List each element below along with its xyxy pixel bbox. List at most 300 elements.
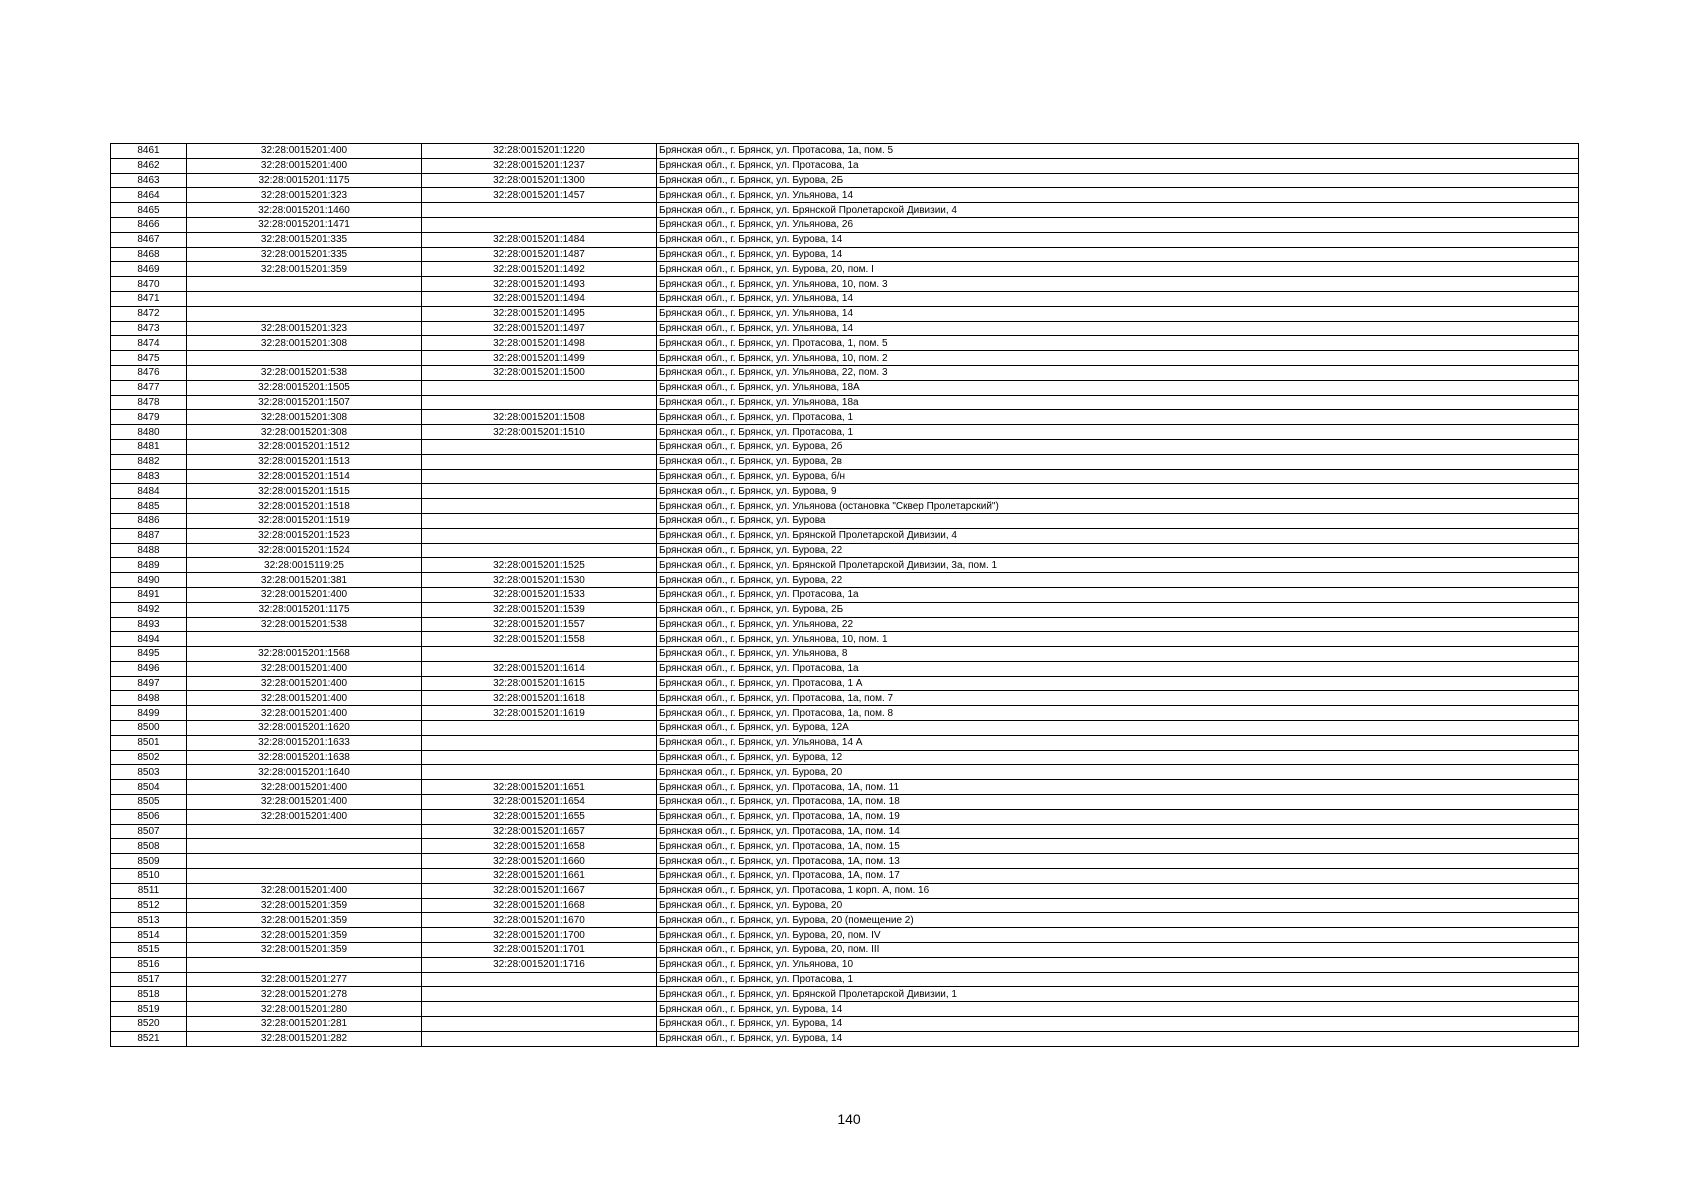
- row-number-cell: 8464: [111, 188, 187, 203]
- row-number-cell: 8468: [111, 247, 187, 262]
- address-cell: Брянская обл., г. Брянск, ул. Ульянова, 14 А: [657, 735, 1579, 750]
- row-number-cell: 8500: [111, 721, 187, 736]
- address-cell: Брянская обл., г. Брянск, ул. Ульянова, 14: [657, 291, 1579, 306]
- row-number-cell: 8483: [111, 469, 187, 484]
- cadastral-number-cell: [422, 765, 657, 780]
- parent-cadastral-number-cell: 32:28:0015201:1514: [187, 469, 422, 484]
- parent-cadastral-number-cell: 32:28:0015201:1633: [187, 735, 422, 750]
- row-number-cell: 8515: [111, 943, 187, 958]
- parent-cadastral-number-cell: 32:28:0015201:308: [187, 336, 422, 351]
- parent-cadastral-number-cell: 32:28:0015201:280: [187, 1002, 422, 1017]
- table-row: [111, 277, 1579, 292]
- parent-cadastral-number-cell: 32:28:0015201:400: [187, 661, 422, 676]
- table-row: [111, 706, 1579, 721]
- cadastral-number-cell: [422, 513, 657, 528]
- parent-cadastral-number-cell: 32:28:0015201:1620: [187, 721, 422, 736]
- address-cell: Брянская обл., г. Брянск, ул. Ульянова, 8: [657, 647, 1579, 662]
- cadastral-number-cell: 32:28:0015201:1654: [422, 795, 657, 810]
- row-number-cell: 8462: [111, 158, 187, 173]
- table-row: [111, 203, 1579, 218]
- address-cell: Брянская обл., г. Брянск, ул. Ульянова, 10, пом. 3: [657, 277, 1579, 292]
- table-row: [111, 410, 1579, 425]
- table-row: [111, 913, 1579, 928]
- address-cell: Брянская обл., г. Брянск, ул. Бурова, 2Б: [657, 602, 1579, 617]
- parent-cadastral-number-cell: 32:28:0015201:359: [187, 928, 422, 943]
- cadastral-number-cell: 32:28:0015201:1667: [422, 883, 657, 898]
- cadastral-number-cell: [422, 972, 657, 987]
- row-number-cell: 8489: [111, 558, 187, 573]
- parent-cadastral-number-cell: 32:28:0015201:359: [187, 943, 422, 958]
- parent-cadastral-number-cell: [187, 277, 422, 292]
- parent-cadastral-number-cell: 32:28:0015201:308: [187, 425, 422, 440]
- parent-cadastral-number-cell: 32:28:0015201:323: [187, 321, 422, 336]
- parent-cadastral-number-cell: 32:28:0015119:25: [187, 558, 422, 573]
- row-number-cell: 8504: [111, 780, 187, 795]
- address-cell: Брянская обл., г. Брянск, ул. Протасова, 1: [657, 410, 1579, 425]
- address-cell: Брянская обл., г. Брянск, ул. Бурова, 12: [657, 750, 1579, 765]
- cadastral-number-cell: 32:28:0015201:1494: [422, 291, 657, 306]
- parent-cadastral-number-cell: 32:28:0015201:359: [187, 262, 422, 277]
- row-number-cell: 8510: [111, 869, 187, 884]
- row-number-cell: 8481: [111, 439, 187, 454]
- address-cell: Брянская обл., г. Брянск, ул. Протасова, 1А, пом. 11: [657, 780, 1579, 795]
- table-row: [111, 232, 1579, 247]
- cadastral-number-cell: 32:28:0015201:1615: [422, 676, 657, 691]
- row-number-cell: 8480: [111, 425, 187, 440]
- table-row: [111, 647, 1579, 662]
- cadastral-number-cell: [422, 987, 657, 1002]
- address-cell: Брянская обл., г. Брянск, ул. Ульянова, 10, пом. 1: [657, 632, 1579, 647]
- cadastral-number-cell: 32:28:0015201:1237: [422, 158, 657, 173]
- address-cell: Брянская обл., г. Брянск, ул. Бурова, 14: [657, 1002, 1579, 1017]
- row-number-cell: 8501: [111, 735, 187, 750]
- table-row: [111, 1017, 1579, 1032]
- parent-cadastral-number-cell: 32:28:0015201:335: [187, 232, 422, 247]
- parent-cadastral-number-cell: [187, 854, 422, 869]
- row-number-cell: 8471: [111, 291, 187, 306]
- cadastral-number-cell: 32:28:0015201:1495: [422, 306, 657, 321]
- parent-cadastral-number-cell: 32:28:0015201:1518: [187, 499, 422, 514]
- table-row: [111, 469, 1579, 484]
- address-cell: Брянская обл., г. Брянск, ул. Ульянова (остановка "Сквер Пролетарский"): [657, 499, 1579, 514]
- table-row: [111, 365, 1579, 380]
- address-cell: Брянская обл., г. Брянск, ул. Ульянова, 18А: [657, 380, 1579, 395]
- parent-cadastral-number-cell: 32:28:0015201:400: [187, 706, 422, 721]
- row-number-cell: 8496: [111, 661, 187, 676]
- cadastral-number-cell: 32:28:0015201:1484: [422, 232, 657, 247]
- address-cell: Брянская обл., г. Брянск, ул. Протасова, 1а, пом. 5: [657, 144, 1579, 159]
- address-cell: Брянская обл., г. Брянск, ул. Ульянова, 22, пом. 3: [657, 365, 1579, 380]
- row-number-cell: 8492: [111, 602, 187, 617]
- address-cell: Брянская обл., г. Брянск, ул. Протасова, 1А, пом. 18: [657, 795, 1579, 810]
- cadastral-number-cell: 32:28:0015201:1668: [422, 898, 657, 913]
- parent-cadastral-number-cell: 32:28:0015201:1568: [187, 647, 422, 662]
- cadastral-number-cell: 32:28:0015201:1487: [422, 247, 657, 262]
- cadastral-number-cell: 32:28:0015201:1533: [422, 587, 657, 602]
- page-number: 140: [837, 1111, 861, 1127]
- parent-cadastral-number-cell: [187, 351, 422, 366]
- table-row: [111, 513, 1579, 528]
- table-row: [111, 928, 1579, 943]
- parent-cadastral-number-cell: 32:28:0015201:400: [187, 158, 422, 173]
- address-cell: Брянская обл., г. Брянск, ул. Бурова, 20: [657, 765, 1579, 780]
- cadastral-number-cell: 32:28:0015201:1500: [422, 365, 657, 380]
- row-number-cell: 8487: [111, 528, 187, 543]
- row-number-cell: 8461: [111, 144, 187, 159]
- parent-cadastral-number-cell: [187, 869, 422, 884]
- parent-cadastral-number-cell: 32:28:0015201:1507: [187, 395, 422, 410]
- cadastral-number-cell: [422, 469, 657, 484]
- cadastral-number-cell: 32:28:0015201:1493: [422, 277, 657, 292]
- row-number-cell: 8473: [111, 321, 187, 336]
- table-row: [111, 395, 1579, 410]
- address-cell: Брянская обл., г. Брянск, ул. Бурова, 2б: [657, 439, 1579, 454]
- row-number-cell: 8499: [111, 706, 187, 721]
- parent-cadastral-number-cell: 32:28:0015201:359: [187, 898, 422, 913]
- row-number-cell: 8506: [111, 809, 187, 824]
- table-row: [111, 173, 1579, 188]
- address-cell: Брянская обл., г. Брянск, ул. Протасова, 1: [657, 425, 1579, 440]
- cadastral-number-cell: 32:28:0015201:1457: [422, 188, 657, 203]
- address-cell: Брянская обл., г. Брянск, ул. Ульянова, 14: [657, 188, 1579, 203]
- registry-table-body: [111, 144, 1579, 1047]
- address-cell: Брянская обл., г. Брянск, ул. Протасова, 1, пом. 5: [657, 336, 1579, 351]
- parent-cadastral-number-cell: 32:28:0015201:335: [187, 247, 422, 262]
- table-row: [111, 691, 1579, 706]
- parent-cadastral-number-cell: 32:28:0015201:1512: [187, 439, 422, 454]
- parent-cadastral-number-cell: 32:28:0015201:400: [187, 795, 422, 810]
- parent-cadastral-number-cell: 32:28:0015201:538: [187, 365, 422, 380]
- row-number-cell: 8485: [111, 499, 187, 514]
- cadastral-number-cell: 32:28:0015201:1701: [422, 943, 657, 958]
- cadastral-number-cell: 32:28:0015201:1497: [422, 321, 657, 336]
- cadastral-number-cell: [422, 484, 657, 499]
- row-number-cell: 8507: [111, 824, 187, 839]
- row-number-cell: 8484: [111, 484, 187, 499]
- cadastral-number-cell: 32:28:0015201:1614: [422, 661, 657, 676]
- cadastral-number-cell: [422, 454, 657, 469]
- row-number-cell: 8475: [111, 351, 187, 366]
- cadastral-number-cell: 32:28:0015201:1661: [422, 869, 657, 884]
- parent-cadastral-number-cell: [187, 306, 422, 321]
- table-row: [111, 321, 1579, 336]
- table-row: [111, 558, 1579, 573]
- parent-cadastral-number-cell: [187, 291, 422, 306]
- address-cell: Брянская обл., г. Брянск, ул. Ульянова, 18а: [657, 395, 1579, 410]
- row-number-cell: 8509: [111, 854, 187, 869]
- row-number-cell: 8477: [111, 380, 187, 395]
- row-number-cell: 8519: [111, 1002, 187, 1017]
- parent-cadastral-number-cell: [187, 839, 422, 854]
- table-row: [111, 528, 1579, 543]
- address-cell: Брянская обл., г. Брянск, ул. Ульянова, 14: [657, 306, 1579, 321]
- address-cell: Брянская обл., г. Брянск, ул. Протасова, 1 корп. А, пом. 16: [657, 883, 1579, 898]
- cadastral-number-cell: 32:28:0015201:1655: [422, 809, 657, 824]
- address-cell: Брянская обл., г. Брянск, ул. Бурова, 22: [657, 573, 1579, 588]
- cadastral-number-cell: 32:28:0015201:1492: [422, 262, 657, 277]
- cadastral-number-cell: [422, 499, 657, 514]
- table-row: [111, 883, 1579, 898]
- table-row: [111, 484, 1579, 499]
- table-row: [111, 262, 1579, 277]
- address-cell: Брянская обл., г. Брянск, ул. Бурова, 20, пом. I: [657, 262, 1579, 277]
- address-cell: Брянская обл., г. Брянск, ул. Бурова, 22: [657, 543, 1579, 558]
- address-cell: Брянская обл., г. Брянск, ул. Бурова, 2в: [657, 454, 1579, 469]
- address-cell: Брянская обл., г. Брянск, ул. Брянской Пролетарской Дивизии, 4: [657, 203, 1579, 218]
- address-cell: Брянская обл., г. Брянск, ул. Бурова, 20, пом. III: [657, 943, 1579, 958]
- row-number-cell: 8482: [111, 454, 187, 469]
- table-row: [111, 617, 1579, 632]
- row-number-cell: 8520: [111, 1017, 187, 1032]
- parent-cadastral-number-cell: 32:28:0015201:323: [187, 188, 422, 203]
- table-row: [111, 144, 1579, 159]
- address-cell: Брянская обл., г. Брянск, ул. Протасова, 1А, пом. 19: [657, 809, 1579, 824]
- table-row: [111, 217, 1579, 232]
- table-row: [111, 188, 1579, 203]
- parent-cadastral-number-cell: 32:28:0015201:1524: [187, 543, 422, 558]
- cadastral-number-cell: 32:28:0015201:1618: [422, 691, 657, 706]
- table-row: [111, 721, 1579, 736]
- parent-cadastral-number-cell: 32:28:0015201:282: [187, 1031, 422, 1046]
- table-row: [111, 454, 1579, 469]
- table-row: [111, 854, 1579, 869]
- table-row: [111, 543, 1579, 558]
- cadastral-number-cell: [422, 439, 657, 454]
- table-row: [111, 439, 1579, 454]
- address-cell: Брянская обл., г. Брянск, ул. Протасова, 1: [657, 972, 1579, 987]
- address-cell: Брянская обл., г. Брянск, ул. Протасова, 1 А: [657, 676, 1579, 691]
- parent-cadastral-number-cell: 32:28:0015201:400: [187, 676, 422, 691]
- table-row: [111, 809, 1579, 824]
- table-row: [111, 247, 1579, 262]
- row-number-cell: 8472: [111, 306, 187, 321]
- parent-cadastral-number-cell: 32:28:0015201:400: [187, 144, 422, 159]
- row-number-cell: 8488: [111, 543, 187, 558]
- cadastral-number-cell: [422, 203, 657, 218]
- parent-cadastral-number-cell: 32:28:0015201:281: [187, 1017, 422, 1032]
- parent-cadastral-number-cell: 32:28:0015201:400: [187, 883, 422, 898]
- table-row: [111, 735, 1579, 750]
- address-cell: Брянская обл., г. Брянск, ул. Протасова, 1а, пом. 8: [657, 706, 1579, 721]
- row-number-cell: 8505: [111, 795, 187, 810]
- address-cell: Брянская обл., г. Брянск, ул. Ульянова, 10: [657, 957, 1579, 972]
- parent-cadastral-number-cell: 32:28:0015201:1638: [187, 750, 422, 765]
- cadastral-number-cell: [422, 395, 657, 410]
- row-number-cell: 8514: [111, 928, 187, 943]
- table-row: [111, 869, 1579, 884]
- address-cell: Брянская обл., г. Брянск, ул. Ульянова, 14: [657, 321, 1579, 336]
- cadastral-number-cell: 32:28:0015201:1499: [422, 351, 657, 366]
- cadastral-number-cell: 32:28:0015201:1651: [422, 780, 657, 795]
- parent-cadastral-number-cell: 32:28:0015201:400: [187, 691, 422, 706]
- cadastral-number-cell: [422, 217, 657, 232]
- cadastral-number-cell: 32:28:0015201:1508: [422, 410, 657, 425]
- row-number-cell: 8476: [111, 365, 187, 380]
- row-number-cell: 8491: [111, 587, 187, 602]
- row-number-cell: 8513: [111, 913, 187, 928]
- address-cell: Брянская обл., г. Брянск, ул. Протасова, 1А, пом. 14: [657, 824, 1579, 839]
- table-row: [111, 425, 1579, 440]
- cadastral-number-cell: [422, 528, 657, 543]
- cadastral-number-cell: [422, 721, 657, 736]
- cadastral-number-cell: [422, 1017, 657, 1032]
- address-cell: Брянская обл., г. Брянск, ул. Бурова, 20, пом. IV: [657, 928, 1579, 943]
- parent-cadastral-number-cell: 32:28:0015201:400: [187, 587, 422, 602]
- address-cell: Брянская обл., г. Брянск, ул. Ульянова, 10, пом. 2: [657, 351, 1579, 366]
- cadastral-number-cell: 32:28:0015201:1525: [422, 558, 657, 573]
- row-number-cell: 8466: [111, 217, 187, 232]
- cadastral-number-cell: 32:28:0015201:1510: [422, 425, 657, 440]
- table-row: [111, 380, 1579, 395]
- cadastral-number-cell: 32:28:0015201:1657: [422, 824, 657, 839]
- parent-cadastral-number-cell: [187, 957, 422, 972]
- row-number-cell: 8478: [111, 395, 187, 410]
- parent-cadastral-number-cell: 32:28:0015201:1460: [187, 203, 422, 218]
- table-row: [111, 1002, 1579, 1017]
- table-row: [111, 987, 1579, 1002]
- cadastral-number-cell: 32:28:0015201:1658: [422, 839, 657, 854]
- table-row: [111, 972, 1579, 987]
- table-row: [111, 839, 1579, 854]
- cadastral-number-cell: [422, 1002, 657, 1017]
- cadastral-number-cell: 32:28:0015201:1716: [422, 957, 657, 972]
- row-number-cell: 8518: [111, 987, 187, 1002]
- address-cell: Брянская обл., г. Брянск, ул. Бурова, 14: [657, 1017, 1579, 1032]
- table-row: [111, 291, 1579, 306]
- parent-cadastral-number-cell: 32:28:0015201:538: [187, 617, 422, 632]
- parent-cadastral-number-cell: 32:28:0015201:278: [187, 987, 422, 1002]
- parent-cadastral-number-cell: 32:28:0015201:400: [187, 809, 422, 824]
- address-cell: Брянская обл., г. Брянск, ул. Ульянова, 26: [657, 217, 1579, 232]
- table-row: [111, 676, 1579, 691]
- row-number-cell: 8463: [111, 173, 187, 188]
- address-cell: Брянская обл., г. Брянск, ул. Бурова, 2Б: [657, 173, 1579, 188]
- address-cell: Брянская обл., г. Брянск, ул. Бурова, 14: [657, 1031, 1579, 1046]
- address-cell: Брянская обл., г. Брянск, ул. Брянской Пролетарской Дивизии, 4: [657, 528, 1579, 543]
- table-row: [111, 351, 1579, 366]
- row-number-cell: 8465: [111, 203, 187, 218]
- address-cell: Брянская обл., г. Брянск, ул. Протасова, 1а: [657, 587, 1579, 602]
- parent-cadastral-number-cell: 32:28:0015201:400: [187, 780, 422, 795]
- row-number-cell: 8502: [111, 750, 187, 765]
- row-number-cell: 8494: [111, 632, 187, 647]
- row-number-cell: 8512: [111, 898, 187, 913]
- cadastral-number-cell: [422, 1031, 657, 1046]
- address-cell: Брянская обл., г. Брянск, ул. Брянской Пролетарской Дивизии, 3а, пом. 1: [657, 558, 1579, 573]
- table-row: [111, 573, 1579, 588]
- row-number-cell: 8495: [111, 647, 187, 662]
- row-number-cell: 8508: [111, 839, 187, 854]
- address-cell: Брянская обл., г. Брянск, ул. Протасова, 1а, пом. 7: [657, 691, 1579, 706]
- address-cell: Брянская обл., г. Брянск, ул. Протасова, 1А, пом. 17: [657, 869, 1579, 884]
- document-sheet: [110, 143, 1578, 1047]
- row-number-cell: 8517: [111, 972, 187, 987]
- row-number-cell: 8497: [111, 676, 187, 691]
- table-row: [111, 602, 1579, 617]
- cadastral-number-cell: 32:28:0015201:1660: [422, 854, 657, 869]
- row-number-cell: 8470: [111, 277, 187, 292]
- address-cell: Брянская обл., г. Брянск, ул. Протасова, 1А, пом. 15: [657, 839, 1579, 854]
- row-number-cell: 8490: [111, 573, 187, 588]
- table-row: [111, 632, 1579, 647]
- address-cell: Брянская обл., г. Брянск, ул. Бурова, 14: [657, 247, 1579, 262]
- row-number-cell: 8479: [111, 410, 187, 425]
- table-row: [111, 661, 1579, 676]
- address-cell: Брянская обл., г. Брянск, ул. Бурова: [657, 513, 1579, 528]
- parent-cadastral-number-cell: 32:28:0015201:1640: [187, 765, 422, 780]
- parent-cadastral-number-cell: 32:28:0015201:1515: [187, 484, 422, 499]
- parent-cadastral-number-cell: 32:28:0015201:1471: [187, 217, 422, 232]
- row-number-cell: 8493: [111, 617, 187, 632]
- table-row: [111, 750, 1579, 765]
- row-number-cell: 8511: [111, 883, 187, 898]
- table-row: [111, 1031, 1579, 1046]
- address-cell: Брянская обл., г. Брянск, ул. Протасова, 1а: [657, 661, 1579, 676]
- address-cell: Брянская обл., г. Брянск, ул. Бурова, 12А: [657, 721, 1579, 736]
- table-row: [111, 780, 1579, 795]
- parent-cadastral-number-cell: 32:28:0015201:308: [187, 410, 422, 425]
- address-cell: Брянская обл., г. Брянск, ул. Брянской Пролетарской Дивизии, 1: [657, 987, 1579, 1002]
- row-number-cell: 8503: [111, 765, 187, 780]
- parent-cadastral-number-cell: 32:28:0015201:1175: [187, 602, 422, 617]
- table-row: [111, 158, 1579, 173]
- address-cell: Брянская обл., г. Брянск, ул. Ульянова, 22: [657, 617, 1579, 632]
- table-row: [111, 587, 1579, 602]
- parent-cadastral-number-cell: 32:28:0015201:381: [187, 573, 422, 588]
- cadastral-number-cell: 32:28:0015201:1557: [422, 617, 657, 632]
- cadastral-number-cell: 32:28:0015201:1619: [422, 706, 657, 721]
- parent-cadastral-number-cell: 32:28:0015201:359: [187, 913, 422, 928]
- table-row: [111, 499, 1579, 514]
- cadastral-number-cell: 32:28:0015201:1530: [422, 573, 657, 588]
- parent-cadastral-number-cell: [187, 824, 422, 839]
- table-row: [111, 943, 1579, 958]
- parent-cadastral-number-cell: [187, 632, 422, 647]
- table-row: [111, 765, 1579, 780]
- parent-cadastral-number-cell: 32:28:0015201:1505: [187, 380, 422, 395]
- cadastral-number-cell: 32:28:0015201:1558: [422, 632, 657, 647]
- row-number-cell: 8467: [111, 232, 187, 247]
- parent-cadastral-number-cell: 32:28:0015201:1513: [187, 454, 422, 469]
- row-number-cell: 8486: [111, 513, 187, 528]
- cadastral-number-cell: 32:28:0015201:1539: [422, 602, 657, 617]
- address-cell: Брянская обл., г. Брянск, ул. Бурова, 9: [657, 484, 1579, 499]
- cadastral-number-cell: 32:28:0015201:1220: [422, 144, 657, 159]
- row-number-cell: 8469: [111, 262, 187, 277]
- cadastral-number-cell: 32:28:0015201:1300: [422, 173, 657, 188]
- cadastral-number-cell: 32:28:0015201:1670: [422, 913, 657, 928]
- cadastral-number-cell: 32:28:0015201:1498: [422, 336, 657, 351]
- row-number-cell: 8498: [111, 691, 187, 706]
- address-cell: Брянская обл., г. Брянск, ул. Протасова, 1А, пом. 13: [657, 854, 1579, 869]
- table-row: [111, 898, 1579, 913]
- parent-cadastral-number-cell: 32:28:0015201:1523: [187, 528, 422, 543]
- table-row: [111, 824, 1579, 839]
- row-number-cell: 8516: [111, 957, 187, 972]
- row-number-cell: 8474: [111, 336, 187, 351]
- address-cell: Брянская обл., г. Брянск, ул. Бурова, 20 (помещение 2): [657, 913, 1579, 928]
- address-cell: Брянская обл., г. Брянск, ул. Бурова, 14: [657, 232, 1579, 247]
- table-row: [111, 306, 1579, 321]
- cadastral-number-cell: [422, 750, 657, 765]
- cadastral-registry-table: [110, 143, 1579, 1047]
- cadastral-number-cell: [422, 735, 657, 750]
- cadastral-number-cell: 32:28:0015201:1700: [422, 928, 657, 943]
- cadastral-number-cell: [422, 647, 657, 662]
- cadastral-number-cell: [422, 380, 657, 395]
- address-cell: Брянская обл., г. Брянск, ул. Протасова, 1а: [657, 158, 1579, 173]
- parent-cadastral-number-cell: 32:28:0015201:1175: [187, 173, 422, 188]
